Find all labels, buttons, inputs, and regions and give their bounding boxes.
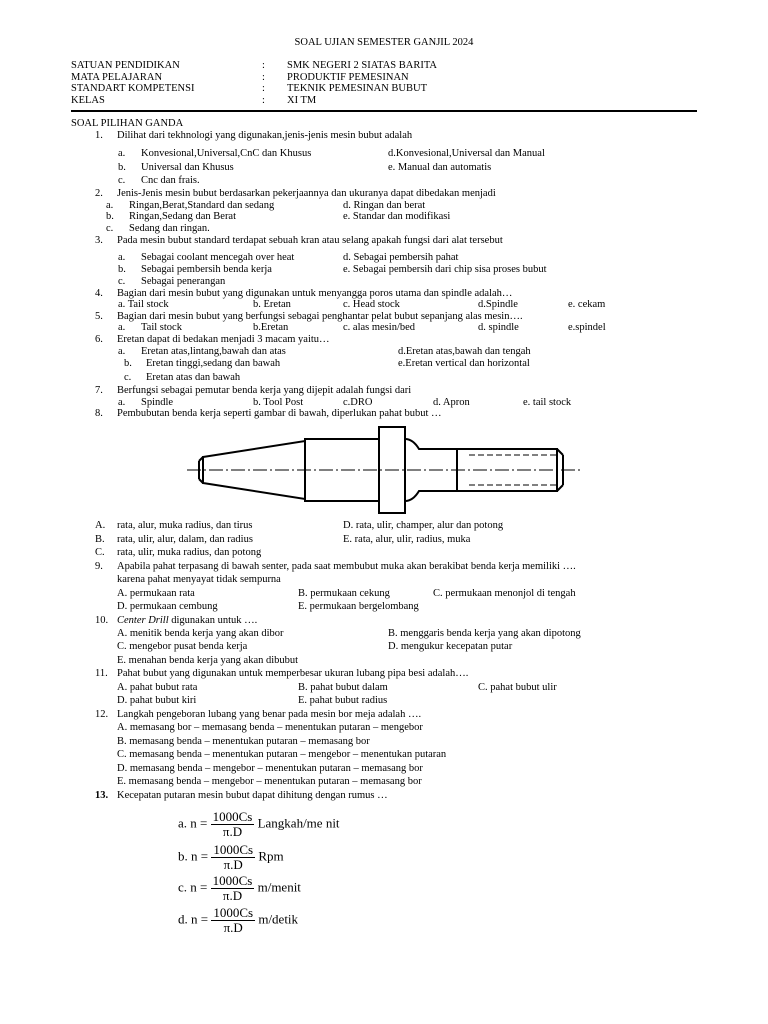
- formula-label: a. n =: [178, 815, 208, 831]
- option-a: A. permukaan rata: [117, 588, 195, 599]
- option-a: rata, alur, muka radius, dan tirus: [117, 520, 253, 531]
- option-b: B. pahat bubut dalam: [298, 682, 388, 693]
- option-a: Ringan,Berat,Standard dan sedang: [129, 200, 275, 211]
- option-b: B. menggaris benda kerja yang akan dipotong: [388, 628, 581, 639]
- formula-denominator: π.D: [222, 888, 243, 903]
- option-c: Sebagai penerangan: [141, 276, 226, 287]
- option-d: d. spindle: [478, 322, 519, 333]
- question-text: Pembubutan benda kerja seperti gambar di bawah, diperlukan pahat bubut …: [117, 408, 442, 419]
- option-letter: a.: [118, 346, 126, 357]
- question-text: Apabila pahat terpasang di bawah senter, pada saat membubut muka akan berakibat benda kerja memiliki ….: [117, 561, 576, 572]
- formula-label: c. n =: [178, 879, 208, 895]
- formula-label: d. n =: [178, 911, 209, 927]
- option-e: e. tail stock: [523, 397, 572, 408]
- center-drill-term: Center Drill: [117, 615, 169, 626]
- option-letter: a.: [118, 252, 126, 263]
- question-number: 3.: [95, 235, 103, 246]
- question-number: 11.: [95, 668, 108, 679]
- option-c: C. mengebor pusat benda kerja: [117, 641, 248, 652]
- question-text: Jenis-Jenis mesin bubut berdasarkan pekerjaannya dan ukuranya dapat dibedakan menjadi: [117, 188, 496, 199]
- option-a: A. memasang bor – memasang benda – menentukan putaran – mengebor: [117, 722, 423, 733]
- formula-fraction: [211, 843, 255, 872]
- option-b: B. memasang benda – menentukan putaran – memasang bor: [117, 736, 370, 747]
- header-value: XI TM: [287, 95, 317, 106]
- option-c: C. memasang benda – menentukan putaran – mengebor – menentukan putaran: [117, 749, 447, 760]
- formula-label: b. n =: [178, 848, 209, 864]
- formula-unit: Langkah/me nit: [257, 815, 340, 831]
- option-d: d.Konvesional,Universal dan Manual: [388, 148, 545, 159]
- formula-option-c: [178, 874, 301, 903]
- option-b: b. Tool Post: [253, 397, 304, 408]
- option-c: C. permukaan menonjol di tengah: [433, 588, 576, 599]
- question-number: 1.: [95, 130, 103, 141]
- header-value: SMK NEGERI 2 SIATAS BARITA: [287, 60, 437, 71]
- option-letter: c.: [118, 276, 126, 287]
- option-a: A. pahat bubut rata: [117, 682, 198, 693]
- formula-option-a: [178, 810, 340, 839]
- option-letter: a.: [118, 397, 126, 408]
- option-c: Cnc dan frais.: [141, 175, 200, 186]
- formula-denominator: π.D: [222, 824, 243, 839]
- header-colon: :: [262, 60, 265, 71]
- option-letter: a.: [106, 200, 114, 211]
- option-letter: C.: [95, 547, 105, 558]
- question-number: 7.: [95, 385, 103, 396]
- option-letter: b.: [118, 264, 126, 275]
- formula-denominator: π.D: [223, 857, 243, 872]
- formula-fraction: [211, 906, 255, 935]
- option-e: E. pahat bubut radius: [298, 695, 388, 706]
- option-d: d. Apron: [433, 397, 470, 408]
- option-e: e. Sebagai pembersih dari chip sisa proses bubut: [343, 264, 547, 275]
- formula-fraction: [211, 810, 255, 839]
- question-number: 2.: [95, 188, 103, 199]
- formula-option-b: [178, 843, 284, 872]
- option-e: e. Standar dan modifikasi: [343, 211, 451, 222]
- option-letter: b.: [118, 162, 126, 173]
- option-b: b.Eretan: [253, 322, 289, 333]
- question-text: Eretan dapat di bedakan menjadi 3 macam yaitu…: [117, 334, 330, 345]
- option-letter: c.: [124, 372, 132, 383]
- question-text: Dilihat dari tekhnologi yang digunakan,jenis-jenis mesin bubut adalah: [117, 130, 413, 141]
- header-colon: :: [262, 83, 265, 94]
- question-number: 9.: [95, 561, 103, 572]
- question-number: 4.: [95, 288, 103, 299]
- formula-numerator: 1000Cs: [212, 809, 253, 824]
- formula-denominator: π.D: [223, 920, 243, 935]
- question-text: Pada mesin bubut standard terdapat sebuah kran atau selang apakah fungsi dari alat tersebut: [117, 235, 503, 246]
- option-d: d.Eretan atas,bawah dan tengah: [398, 346, 531, 357]
- option-letter: a.: [118, 322, 126, 333]
- question-text: Berfungsi sebagai pemutar benda kerja yang dijepit adalah fungsi dari: [117, 385, 412, 396]
- question-text: Pahat bubut yang digunakan untuk memperbesar ukuran lubang pipa besi adalah….: [117, 668, 469, 679]
- option-b: Eretan tinggi,sedang dan bawah: [146, 358, 281, 369]
- option-d: D. rata, ulir, champer, alur dan potong: [343, 520, 504, 531]
- question-text: Bagian dari mesin bubut yang berfungsi sebagai penghantar pelat bubut sepanjang alas mesin….: [117, 311, 523, 322]
- option-e: e.Eretan vertical dan horizontal: [398, 358, 530, 369]
- option-d: D. permukaan cembung: [117, 601, 218, 612]
- question-number: 5.: [95, 311, 103, 322]
- option-b: rata, ulir, alur, dalam, dan radius: [117, 534, 253, 545]
- option-b: Sebagai pembersih benda kerja: [141, 264, 272, 275]
- formula-unit: m/detik: [258, 911, 299, 927]
- shaft-drawing: [185, 425, 585, 515]
- question-text: Kecepatan putaran mesin bubut dapat dihitung dengan rumus …: [117, 790, 388, 801]
- question-number: 13.: [95, 790, 109, 801]
- option-d: D. pahat bubut kiri: [117, 695, 197, 706]
- option-letter: a.: [118, 148, 126, 159]
- header-divider: [71, 110, 697, 112]
- header-label: KELAS: [71, 95, 105, 106]
- option-c: Eretan atas dan bawah: [146, 372, 241, 383]
- header-label: MATA PELAJARAN: [71, 72, 163, 83]
- option-b: Ringan,Sedang dan Berat: [129, 211, 237, 222]
- option-letter: A.: [95, 520, 106, 531]
- option-e: E. memasang benda – mengebor – menentukan putaran – memasang bor: [117, 776, 422, 787]
- question-number: 8.: [95, 408, 103, 419]
- header-value: TEKNIK PEMESINAN BUBUT: [287, 83, 427, 94]
- question-text: [117, 615, 257, 627]
- option-b: Universal dan Khusus: [141, 162, 234, 173]
- question-text: Langkah pengeboran lubang yang benar pada mesin bor meja adalah ….: [117, 709, 422, 720]
- page-title: SOAL UJIAN SEMESTER GANJIL 2024: [294, 37, 474, 48]
- option-d: d. Ringan dan berat: [343, 200, 426, 211]
- option-d: D. memasang benda – mengebor – menentukan putaran – memasang bor: [117, 763, 423, 774]
- option-c: Sedang dan ringan.: [129, 223, 210, 234]
- option-e: E. rata, alur, ulir, radius, muka: [343, 534, 471, 545]
- formula-unit: m/menit: [257, 879, 301, 895]
- option-letter: B.: [95, 534, 105, 545]
- option-d: d.Spindle: [478, 299, 518, 310]
- option-a: Spindle: [141, 397, 174, 408]
- formula-unit: Rpm: [258, 848, 284, 864]
- option-c: C. pahat bubut ulir: [478, 682, 557, 693]
- option-letter: b.: [106, 211, 114, 222]
- option-a: Konvesional,Universal,CnC dan Khusus: [141, 148, 312, 159]
- option-a: Eretan atas,lintang,bawah dan atas: [141, 346, 286, 357]
- header-value: PRODUKTIF PEMESINAN: [287, 72, 409, 83]
- option-c: c. Head stock: [343, 299, 400, 310]
- header-label: SATUAN PENDIDIKAN: [71, 60, 180, 71]
- option-c: c.DRO: [343, 397, 373, 408]
- question-text-cont: karena pahat menyayat tidak sempurna: [117, 574, 281, 585]
- option-a: Sebagai coolant mencegah over heat: [141, 252, 295, 263]
- option-e: E. permukaan bergelombang: [298, 601, 419, 612]
- header-label: STANDART KOMPETENSI: [71, 83, 195, 94]
- option-c: c. alas mesin/bed: [343, 322, 416, 333]
- option-letter: c.: [118, 175, 126, 186]
- question-text-rest: digunakan untuk ….: [168, 615, 258, 626]
- option-d: D. mengukur kecepatan putar: [388, 641, 513, 652]
- formula-numerator: 1000Cs: [213, 905, 254, 920]
- question-number: 12.: [95, 709, 109, 720]
- option-c: rata, ulir, muka radius, dan potong: [117, 547, 262, 558]
- question-number: 6.: [95, 334, 103, 345]
- option-a: a. Tail stock: [118, 299, 169, 310]
- option-e: e.spindel: [568, 322, 606, 333]
- formula-option-d: [178, 906, 298, 935]
- formula-numerator: 1000Cs: [213, 842, 254, 857]
- question-number: 10.: [95, 615, 109, 626]
- option-e: e. Manual dan automatis: [388, 162, 492, 173]
- option-e: e. cekam: [568, 299, 606, 310]
- option-letter: c.: [106, 223, 114, 234]
- option-d: d. Sebagai pembersih pahat: [343, 252, 459, 263]
- header-colon: :: [262, 95, 265, 106]
- option-e: E. menahan benda kerja yang akan dibubut: [117, 655, 299, 666]
- formula-numerator: 1000Cs: [212, 873, 253, 888]
- section-title: SOAL PILIHAN GANDA: [71, 118, 184, 129]
- option-letter: b.: [124, 358, 132, 369]
- question-text: Bagian dari mesin bubut yang digunakan untuk menyangga poros utama dan spindle adalah…: [117, 288, 513, 299]
- option-b: b. Eretan: [253, 299, 291, 310]
- option-b: B. permukaan cekung: [298, 588, 390, 599]
- option-a: A. menitik benda kerja yang akan dibor: [117, 628, 284, 639]
- header-colon: :: [262, 72, 265, 83]
- formula-fraction: [211, 874, 255, 903]
- option-a: Tail stock: [141, 322, 182, 333]
